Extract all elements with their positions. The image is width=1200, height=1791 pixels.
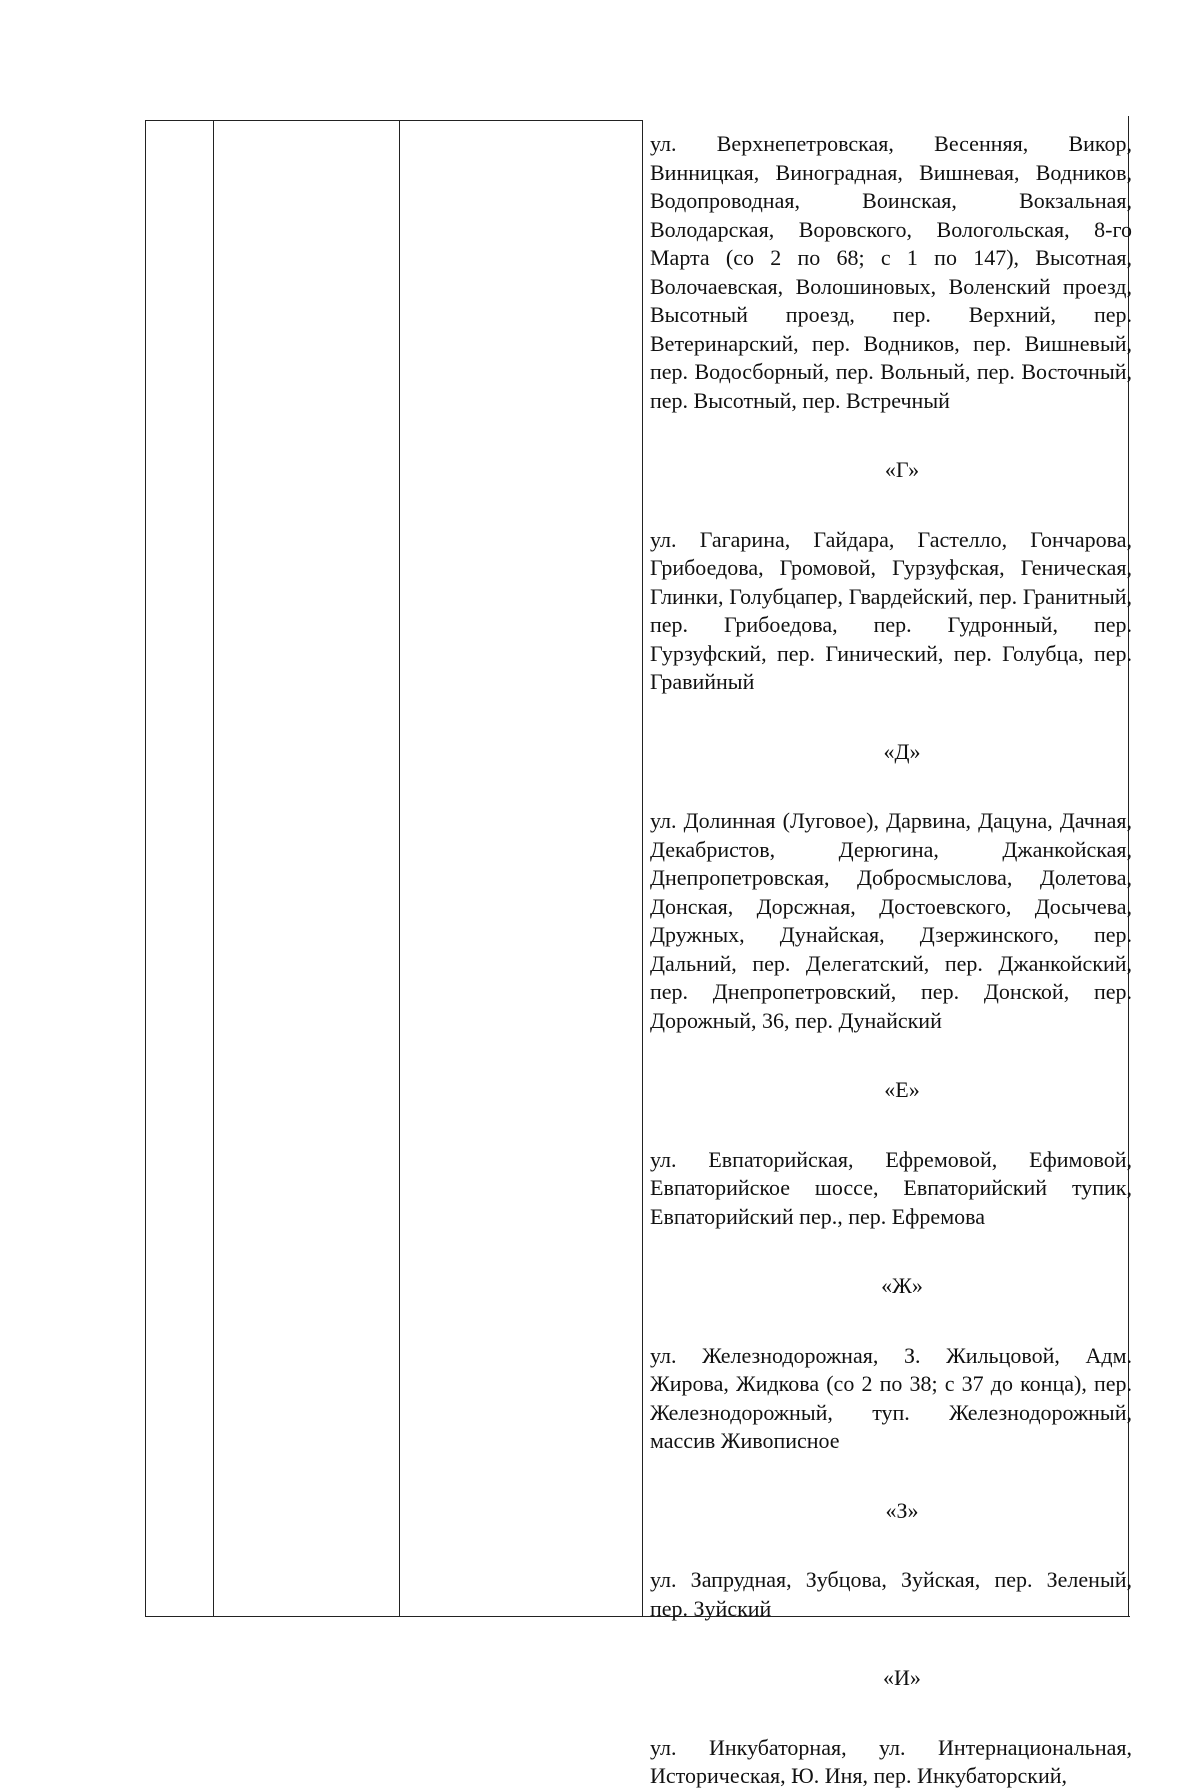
letter-heading-i: «И» — [883, 1665, 921, 1690]
letter-heading-zh: «Ж» — [881, 1273, 923, 1298]
column-divider-1 — [213, 120, 214, 1617]
street-list-z: ул. Запрудная, Зубцова, Зуйская, пер. Зеленый, пер. Зуйский — [650, 1567, 1132, 1621]
column-divider-3 — [642, 120, 643, 1617]
letter-heading-e: «Е» — [884, 1077, 920, 1102]
street-list-i: ул. Инкубаторная, ул. Интернациональная, Историческая, Ю. Иня, пер. Инкубаторский, — [650, 1734, 1132, 1788]
street-list-column — [650, 130, 1132, 1791]
table-top-border — [145, 120, 643, 121]
letter-heading-d: «Д» — [883, 738, 921, 764]
street-list-d: ул. Долинная (Луговое), Дарвина, Дацуна, Дачная, Декабристов, Дерюгина, Джанкойская, Днепропетровская, Добросмыслова, Долетова, Донская, Дорсжная, Достоевского, Досычева, Дружных, Дунайская, Дзержинского, пер. Дальний, пер. Делегатский, пер. Джанкойский, пер. Днепропетровский, пер. Донской, пер. Дорожный, 36, пер. Дунайский — [650, 808, 1132, 1033]
letter-heading-g: «Г» — [884, 457, 920, 482]
column-divider-2 — [399, 120, 400, 1617]
street-list-e: ул. Евпаторийская, Ефремовой, Ефимовой, Евпаторийское шоссе, Евпаторийский тупик, Евпаторийский пер., пер. Ефремова — [650, 1146, 1132, 1229]
street-list-g: ул. Гагарина, Гайдара, Гастелло, Гончарова, Грибоедова, Громовой, Гурзуфская, Геническая, Глинки, Голубцапер, Гвардейский, пер. Гранитный, пер. Грибоедова, пер. Гудронный, пер. Гурзуфский, пер. Гинический, пер. Голубца, пер. Гравийный — [650, 526, 1132, 694]
street-list-v: ул. Верхнепетровская, Весенняя, Викор, Винницкая, Виноградная, Вишневая, Водников, Водопроводная, Воинская, Вокзальная, Володарская, Воровского, Вологольская, 8-го Марта (со 2 по 68; с 1 по 147), Высотная, Волочаевская, Волошиновых, Воленский проезд, Высотный проезд, пер. Верхний, пер. Ветеринарский, пер. Водников, пер. Вишневый, пер. Водосборный, пер. Вольный, пер. Восточный, пер. Высотный, пер. Встречный — [650, 131, 1132, 413]
column-divider-left — [145, 120, 146, 1617]
letter-heading-z: «З» — [885, 1497, 919, 1523]
street-list-zh: ул. Железнодорожная, З. Жильцовой, Адм. Жирова, Жидкова (со 2 по 38; с 37 до конца), пер. Железнодорожный, туп. Железнодорожный, массив Живописное — [650, 1342, 1132, 1453]
